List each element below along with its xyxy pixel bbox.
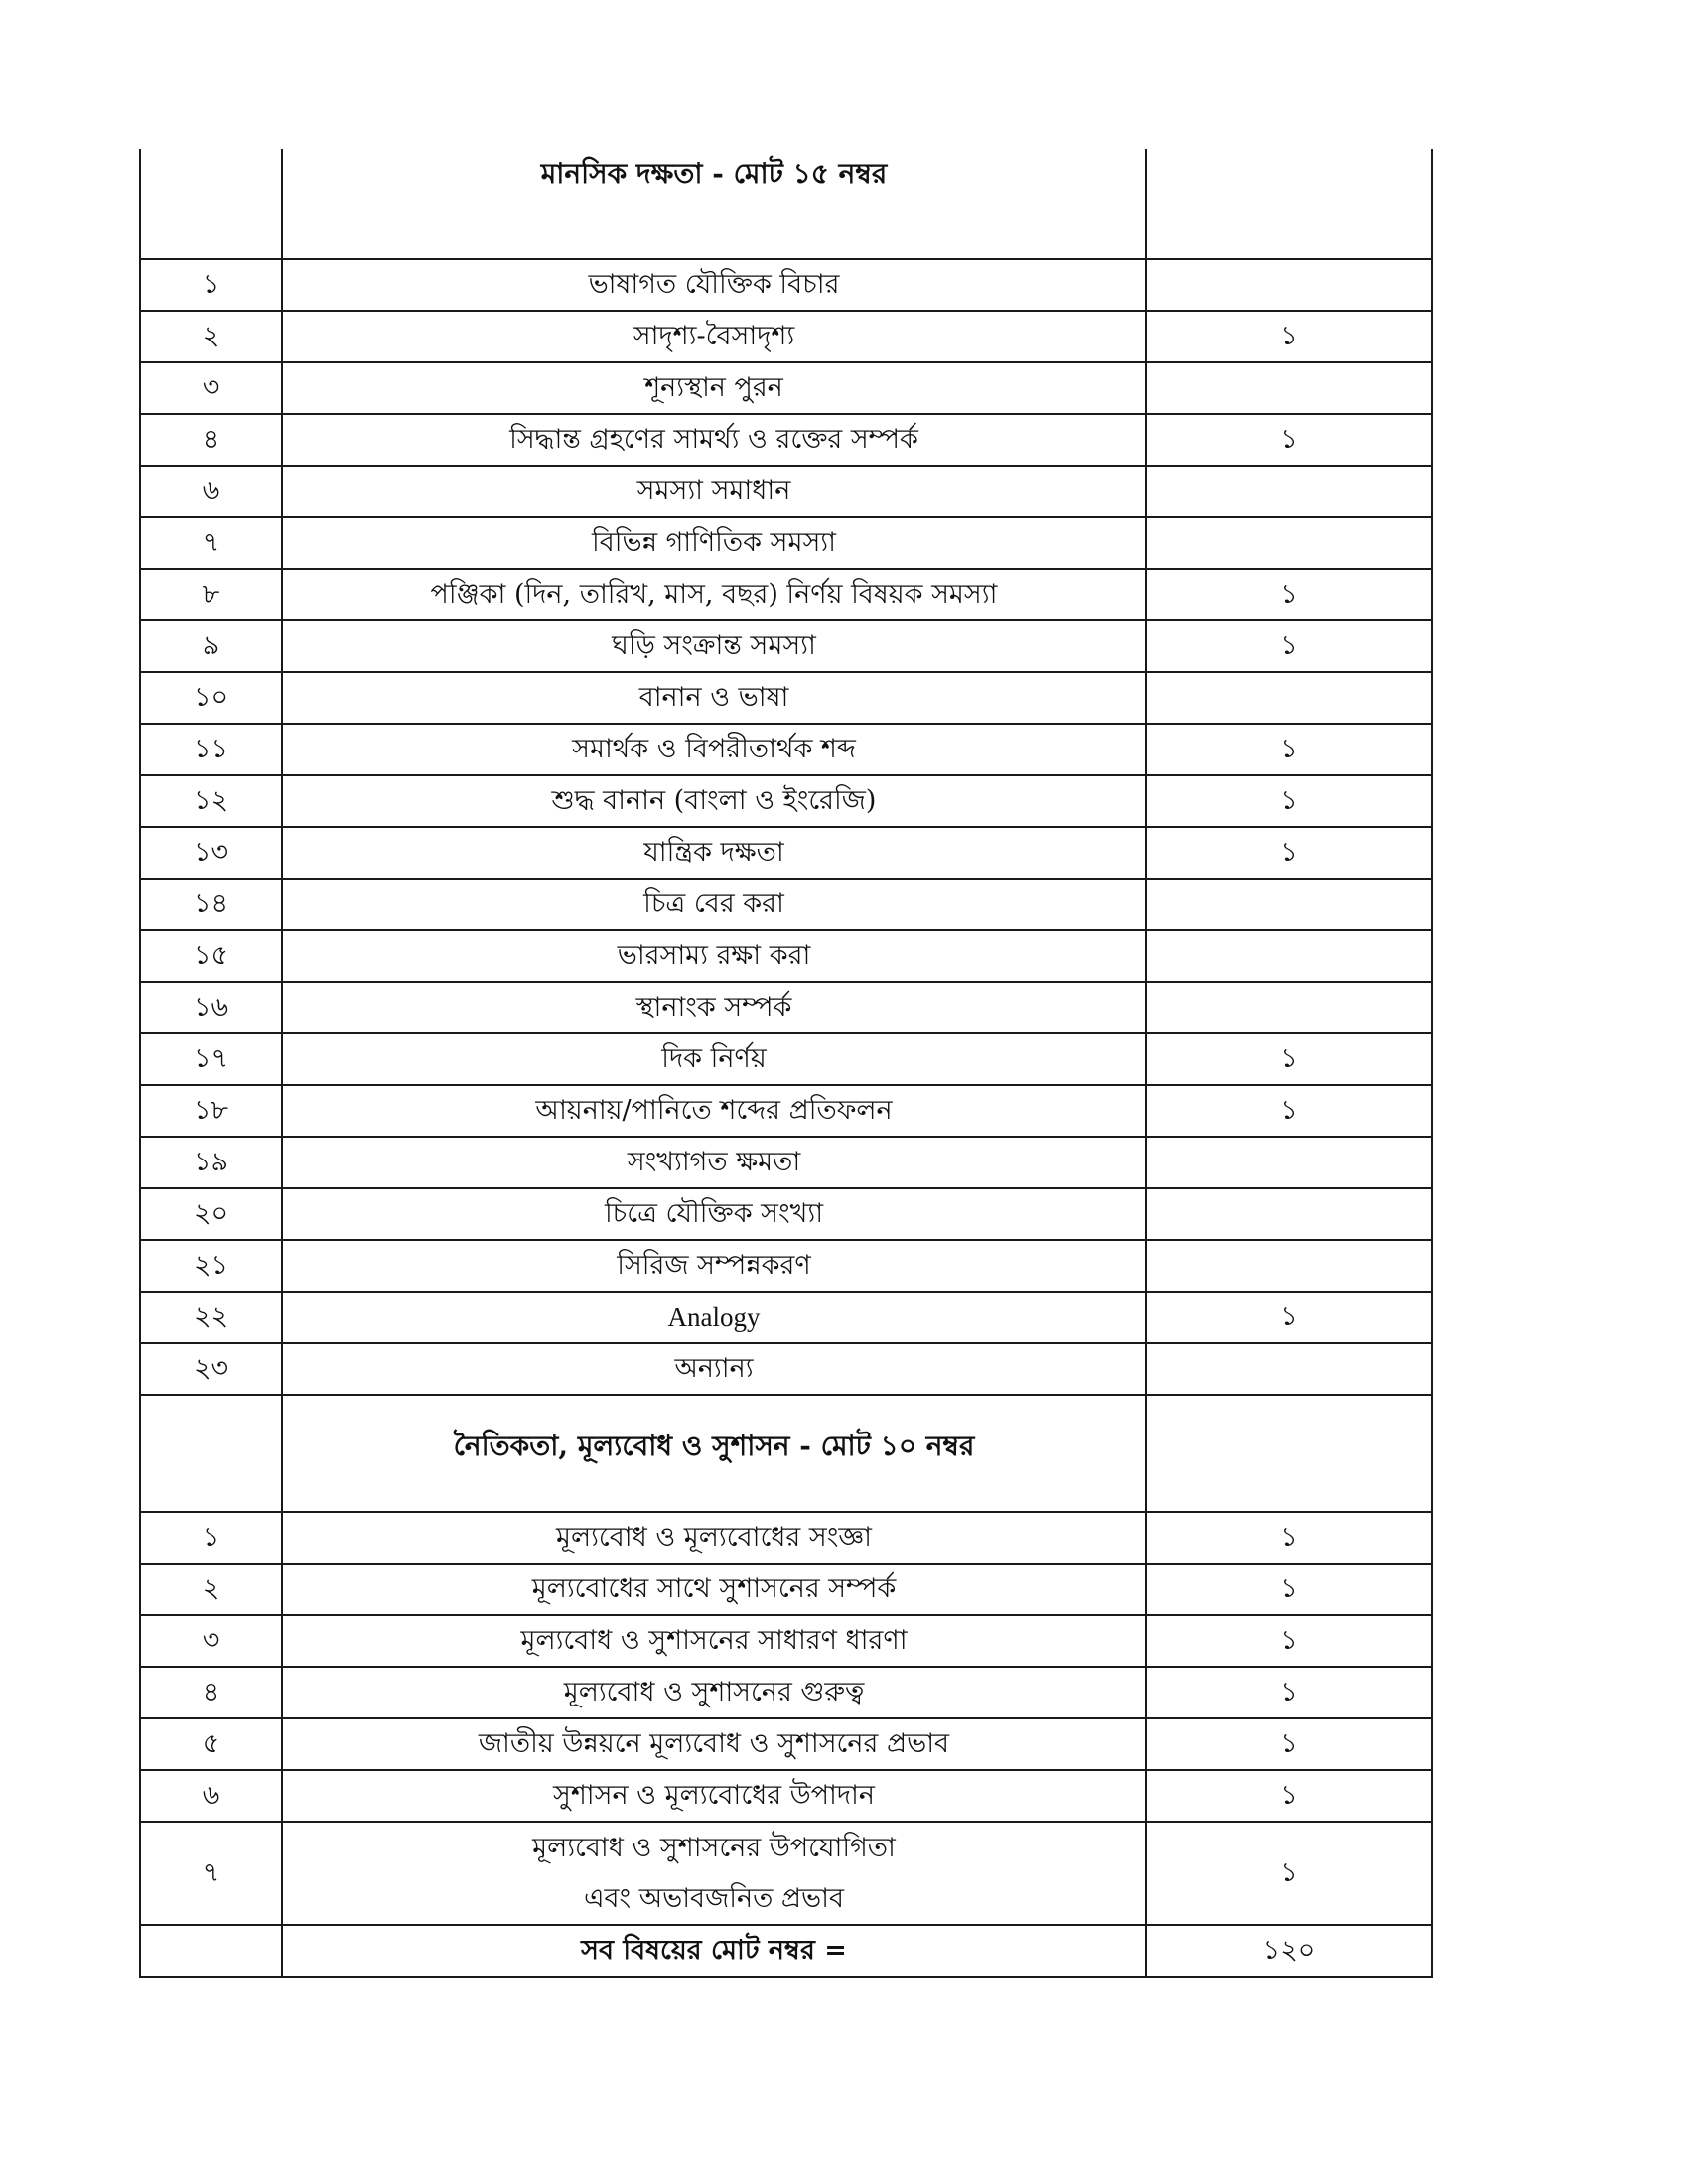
serial-cell: ৬ — [140, 1770, 282, 1822]
topic-cell: শূন্যস্থান পুরন — [282, 362, 1146, 414]
total-label: সব বিষয়ের মোট নম্বর = — [282, 1925, 1146, 1977]
topic-cell: চিত্রে যৌক্তিক সংখ্যা — [282, 1188, 1146, 1240]
topic-cell: স্থানাংক সম্পর্ক — [282, 982, 1146, 1033]
serial-cell: ২ — [140, 311, 282, 362]
topic-cell: জাতীয় উন্নয়নে মূল্যবোধ ও সুশাসনের প্রভাব — [282, 1718, 1146, 1770]
table-row — [140, 1564, 1432, 1615]
topic-cell: ঘড়ি সংক্রান্ত সমস্যা — [282, 620, 1146, 672]
marks-cell: ১ — [1146, 1770, 1432, 1822]
topic-cell: মূল্যবোধ ও সুশাসনের সাধারণ ধারণা — [282, 1615, 1146, 1667]
table-row — [140, 1085, 1432, 1137]
section-heading: নৈতিকতা, মূল্যবোধ ও সুশাসন - মোট ১০ নম্বর — [282, 1395, 1146, 1512]
table-row — [140, 1137, 1432, 1188]
serial-cell: ৩ — [140, 1615, 282, 1667]
marks-cell: ১ — [1146, 1033, 1432, 1085]
topic-cell: সংখ্যাগত ক্ষমতা — [282, 1137, 1146, 1188]
topic-cell: সিরিজ সম্পন্নকরণ — [282, 1240, 1146, 1292]
marks-cell — [1146, 879, 1432, 930]
topic-cell: ভারসাম্য রক্ষা করা — [282, 930, 1146, 982]
marks-cell — [1146, 362, 1432, 414]
marks-cell: ১ — [1146, 1085, 1432, 1137]
serial-cell: ৬ — [140, 466, 282, 517]
serial-cell: ৪ — [140, 1667, 282, 1718]
table-row — [140, 724, 1432, 775]
serial-cell: ১৬ — [140, 982, 282, 1033]
topic-cell: বানান ও ভাষা — [282, 672, 1146, 724]
section-heading: মানসিক দক্ষতা - মোট ১৫ নম্বর — [282, 149, 1146, 259]
marks-cell — [1146, 259, 1432, 311]
table-row — [140, 517, 1432, 569]
serial-cell: ৭ — [140, 1822, 282, 1925]
topic-cell: যান্ত্রিক দক্ষতা — [282, 827, 1146, 879]
marks-cell: ১ — [1146, 1822, 1432, 1925]
topic-cell: দিক নির্ণয় — [282, 1033, 1146, 1085]
total-value: ১২০ — [1146, 1925, 1432, 1977]
table-row — [140, 569, 1432, 620]
table-row — [140, 466, 1432, 517]
marks-cell: ১ — [1146, 620, 1432, 672]
serial-cell: ১৩ — [140, 827, 282, 879]
marks-cell: ১ — [1146, 311, 1432, 362]
table-row — [140, 414, 1432, 466]
marks-cell: ১ — [1146, 569, 1432, 620]
marks-cell — [1146, 1188, 1432, 1240]
table-row — [140, 1667, 1432, 1718]
serial-cell: ৩ — [140, 362, 282, 414]
table-row — [140, 1343, 1432, 1395]
marks-cell — [1146, 1240, 1432, 1292]
section-heading-row — [140, 149, 1432, 259]
table-row — [140, 1292, 1432, 1343]
topic-cell: চিত্র বের করা — [282, 879, 1146, 930]
table-row — [140, 1188, 1432, 1240]
table-row — [140, 1615, 1432, 1667]
table-row — [140, 1033, 1432, 1085]
table-row — [140, 620, 1432, 672]
table-row — [140, 930, 1432, 982]
topic-cell: ভাষাগত যৌক্তিক বিচার — [282, 259, 1146, 311]
topic-cell: পঞ্জিকা (দিন, তারিখ, মাস, বছর) নির্ণয় বিষয়ক সমস্যা — [282, 569, 1146, 620]
serial-cell: ১৪ — [140, 879, 282, 930]
serial-cell: ২ — [140, 1564, 282, 1615]
serial-cell — [140, 149, 282, 259]
marks-cell: ১ — [1146, 1564, 1432, 1615]
marks-cell: ১ — [1146, 1718, 1432, 1770]
topic-cell: আয়নায়/পানিতে শব্দের প্রতিফলন — [282, 1085, 1146, 1137]
marks-distribution-table — [139, 149, 1433, 1978]
marks-cell — [1146, 466, 1432, 517]
serial-cell: ২২ — [140, 1292, 282, 1343]
marks-cell — [1146, 672, 1432, 724]
topic-cell: সমার্থক ও বিপরীতার্থক শব্দ — [282, 724, 1146, 775]
serial-cell: ২০ — [140, 1188, 282, 1240]
serial-cell: ১২ — [140, 775, 282, 827]
serial-cell: ১৭ — [140, 1033, 282, 1085]
table-row — [140, 1240, 1432, 1292]
serial-cell: ১ — [140, 1512, 282, 1564]
table-row — [140, 879, 1432, 930]
serial-cell: ১৯ — [140, 1137, 282, 1188]
marks-cell — [1146, 1343, 1432, 1395]
serial-cell: ৮ — [140, 569, 282, 620]
serial-cell: ৪ — [140, 414, 282, 466]
topic-cell: Analogy — [282, 1292, 1146, 1343]
topic-cell: মূল্যবোধ ও সুশাসনের গুরুত্ব — [282, 1667, 1146, 1718]
serial-cell: ১১ — [140, 724, 282, 775]
marks-cell: ১ — [1146, 724, 1432, 775]
topic-cell — [282, 1822, 1146, 1925]
marks-cell: ১ — [1146, 1292, 1432, 1343]
topic-line: মূল্যবোধ ও সুশাসনের উপযোগিতা — [532, 1833, 896, 1863]
topic-cell: সুশাসন ও মূল্যবোধের উপাদান — [282, 1770, 1146, 1822]
serial-cell: ৭ — [140, 517, 282, 569]
topic-cell: বিভিন্ন গাণিতিক সমস্যা — [282, 517, 1146, 569]
table-row — [140, 827, 1432, 879]
marks-cell — [1146, 1137, 1432, 1188]
table-row — [140, 1822, 1432, 1925]
marks-cell: ১ — [1146, 1512, 1432, 1564]
topic-cell: অন্যান্য — [282, 1343, 1146, 1395]
table-row — [140, 259, 1432, 311]
topic-line: এবং অভাবজনিত প্রভাব — [583, 1883, 845, 1914]
table-row — [140, 775, 1432, 827]
table-row — [140, 1512, 1432, 1564]
topic-cell: মূল্যবোধের সাথে সুশাসনের সম্পর্ক — [282, 1564, 1146, 1615]
topic-cell: মূল্যবোধ ও মূল্যবোধের সংজ্ঞা — [282, 1512, 1146, 1564]
table-row — [140, 311, 1432, 362]
marks-cell — [1146, 930, 1432, 982]
marks-cell: ১ — [1146, 775, 1432, 827]
total-row — [140, 1925, 1432, 1977]
marks-cell: ১ — [1146, 1615, 1432, 1667]
table-row — [140, 362, 1432, 414]
table-row — [140, 982, 1432, 1033]
table-row — [140, 1770, 1432, 1822]
table-row — [140, 1718, 1432, 1770]
serial-cell: ২১ — [140, 1240, 282, 1292]
marks-cell — [1146, 517, 1432, 569]
marks-cell: ১ — [1146, 414, 1432, 466]
serial-cell: ১ — [140, 259, 282, 311]
topic-cell: শুদ্ধ বানান (বাংলা ও ইংরেজি) — [282, 775, 1146, 827]
serial-cell: ৫ — [140, 1718, 282, 1770]
serial-cell: ১৮ — [140, 1085, 282, 1137]
serial-cell — [140, 1925, 282, 1977]
topic-cell: সমস্যা সমাধান — [282, 466, 1146, 517]
marks-cell — [1146, 982, 1432, 1033]
marks-cell — [1146, 1395, 1432, 1512]
serial-cell: ২৩ — [140, 1343, 282, 1395]
marks-cell: ১ — [1146, 827, 1432, 879]
serial-cell: ৯ — [140, 620, 282, 672]
serial-cell: ১০ — [140, 672, 282, 724]
serial-cell — [140, 1395, 282, 1512]
table-row — [140, 672, 1432, 724]
topic-cell: সাদৃশ্য-বৈসাদৃশ্য — [282, 311, 1146, 362]
serial-cell: ১৫ — [140, 930, 282, 982]
section-heading-row — [140, 1395, 1432, 1512]
marks-cell — [1146, 149, 1432, 259]
marks-cell: ১ — [1146, 1667, 1432, 1718]
topic-cell: সিদ্ধান্ত গ্রহণের সামর্থ্য ও রক্তের সম্পর্ক — [282, 414, 1146, 466]
